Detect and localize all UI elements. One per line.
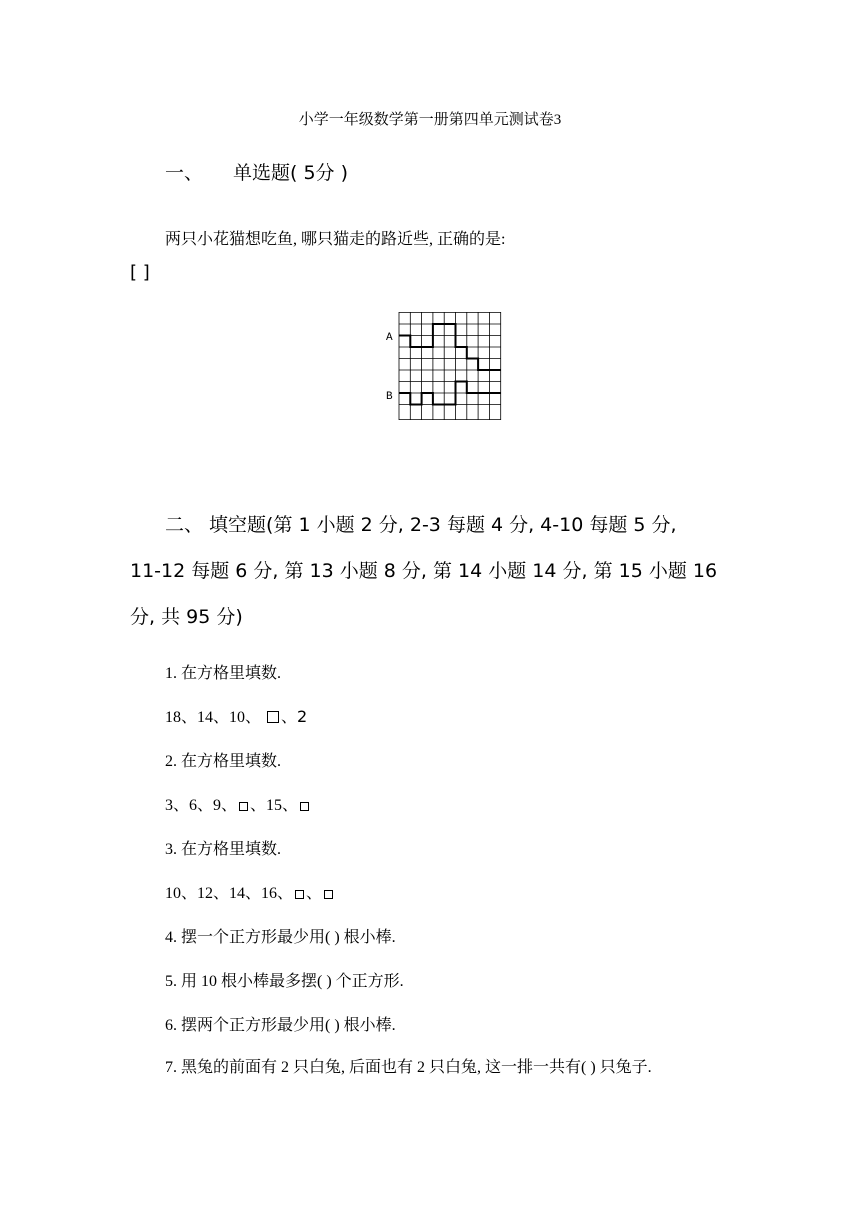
answer-box[interactable] (295, 890, 304, 899)
label-b: B (386, 391, 393, 403)
question-1-label: 1. 在方格里填数. (165, 665, 282, 682)
answer-box[interactable] (239, 802, 248, 811)
question-7: 7. 黑兔的前面有 2 只白兔, 后面也有 2 只白兔, 这一排一共有( ) 只兔子. (165, 1059, 652, 1076)
q2-seq-mid: 、15、 (250, 797, 299, 814)
section-2-heading-line2: 11-12 每题 6 分, 第 13 小题 8 分, 第 14 小题 14 分, 第 15 小题 16 (130, 560, 718, 582)
label-a: A (386, 332, 393, 344)
answer-bracket: [ ] (130, 262, 150, 283)
question-3-label: 3. 在方格里填数. (165, 841, 282, 858)
q3-seq-start: 10、12、14、16、 (165, 885, 294, 902)
q3-seq-mid: 、 (306, 885, 323, 902)
question-3-sequence (165, 880, 335, 903)
question-1-sequence (165, 704, 307, 727)
document-title: 小学一年级数学第一册第四单元测试卷3 (298, 112, 562, 128)
answer-box[interactable] (324, 890, 333, 899)
question-2-sequence (165, 792, 311, 815)
answer-box[interactable] (300, 802, 309, 811)
section-1-heading (165, 158, 348, 185)
q2-seq-start: 3、6、9、 (165, 797, 238, 814)
section-2-heading-line1: 二、 填空题(第 1 小题 2 分, 2-3 每题 4 分, 4-10 每题 5 分, (165, 514, 677, 536)
q1-seq-start: 18、14、10、 (165, 709, 262, 726)
q1-seq-end: 、2 (281, 707, 308, 726)
single-choice-question: 两只小花猫想吃鱼, 哪只猫走的路近些, 正确的是: (165, 231, 506, 248)
section-2-heading-line3: 分, 共 95 分) (130, 606, 243, 628)
question-6: 6. 摆两个正方形最少用( ) 根小棒. (165, 1017, 396, 1034)
section-1-number: 一、 (165, 162, 204, 184)
answer-box[interactable] (267, 711, 279, 723)
question-4: 4. 摆一个正方形最少用( ) 根小棒. (165, 929, 396, 946)
path-grid-figure (383, 312, 505, 420)
question-2-label: 2. 在方格里填数. (165, 753, 282, 770)
section-1-title: 单选题( 5分 ) (233, 162, 349, 184)
question-5: 5. 用 10 根小棒最多摆( ) 个正方形. (165, 973, 404, 990)
